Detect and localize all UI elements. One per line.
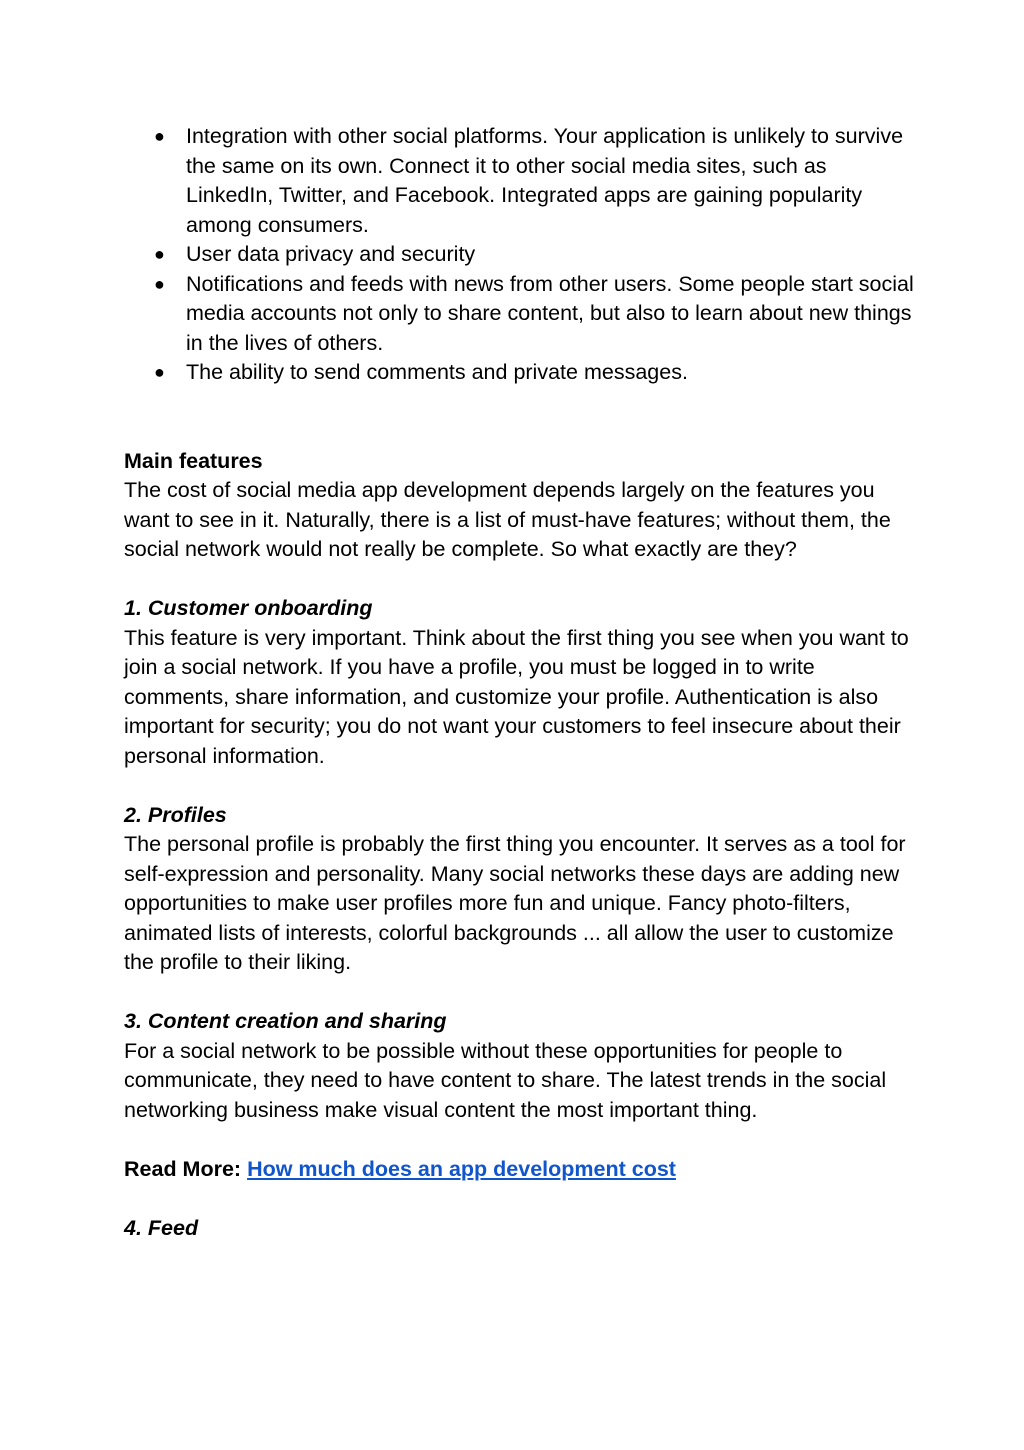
bullet-text: Notifications and feeds with news from other users. Some people start social media accounts not only to share content, but also to learn about new things in the lives of others.: [186, 271, 914, 355]
spacer: [124, 1184, 914, 1214]
main-features-heading: Main features: [124, 448, 263, 473]
bullet-text: User data privacy and security: [186, 242, 476, 266]
bullet-list: [124, 122, 914, 388]
main-features-body: The cost of social media app development depends largely on the features you want to see in it. Naturally, there is a list of must-have features; without them, the social network would not really be complete. So what exactly are they?: [124, 478, 891, 561]
spacer: [124, 388, 914, 447]
bullet-text: The ability to send comments and private messages.: [186, 360, 688, 384]
list-item: [124, 270, 914, 359]
list-item: [124, 122, 914, 240]
section-heading-profiles: 2. Profiles: [124, 802, 227, 827]
document-page: [124, 122, 914, 1243]
bullet-icon: ●: [154, 126, 165, 146]
spacer: [124, 1125, 914, 1155]
list-item: [124, 358, 914, 388]
section-heading-feed: 4. Feed: [124, 1215, 199, 1240]
read-more-line: [124, 1155, 914, 1185]
section-body-onboarding: This feature is very important. Think about the first thing you see when you want to join a social network. If you have a profile, you must be logged in to write comments, share information, and customize your profile. Authentication is also important for security; you do not want your customers to feel insecure about their personal information.: [124, 625, 909, 768]
bullet-icon: ●: [154, 362, 165, 382]
spacer: [124, 771, 914, 801]
bullet-icon: ●: [154, 273, 165, 294]
read-more-link[interactable]: How much does an app development cost: [247, 1156, 676, 1181]
spacer: [124, 565, 914, 595]
section-heading-onboarding: 1. Customer onboarding: [124, 596, 373, 620]
read-more-label: Read More:: [124, 1156, 242, 1181]
section-heading-content: 3. Content creation and sharing: [124, 1009, 447, 1033]
list-item: [124, 240, 914, 270]
spacer: [124, 978, 914, 1008]
bullet-text: Integration with other social platforms. Your application is unlikely to survive the same on its own. Connect it to other social media sites, such as LinkedIn, Twitter, and Facebook. Integrated apps are gaining popularity among consumers.: [186, 124, 904, 237]
section-body-profiles: The personal profile is probably the first thing you encounter. It serves as a tool for self-expression and personality. Many social networks these days are adding new opportunities to make user profiles more fun and unique. Fancy photo-filters, animated lists of interests, colorful backgrounds ... all allow the user to customize the profile to their liking.: [124, 832, 906, 974]
section-body-content: For a social network to be possible without these opportunities for people to communicate, they need to have content to share. The latest trends in the social networking business make visual content the most important thing.: [124, 1038, 887, 1122]
bullet-icon: ●: [154, 244, 165, 264]
